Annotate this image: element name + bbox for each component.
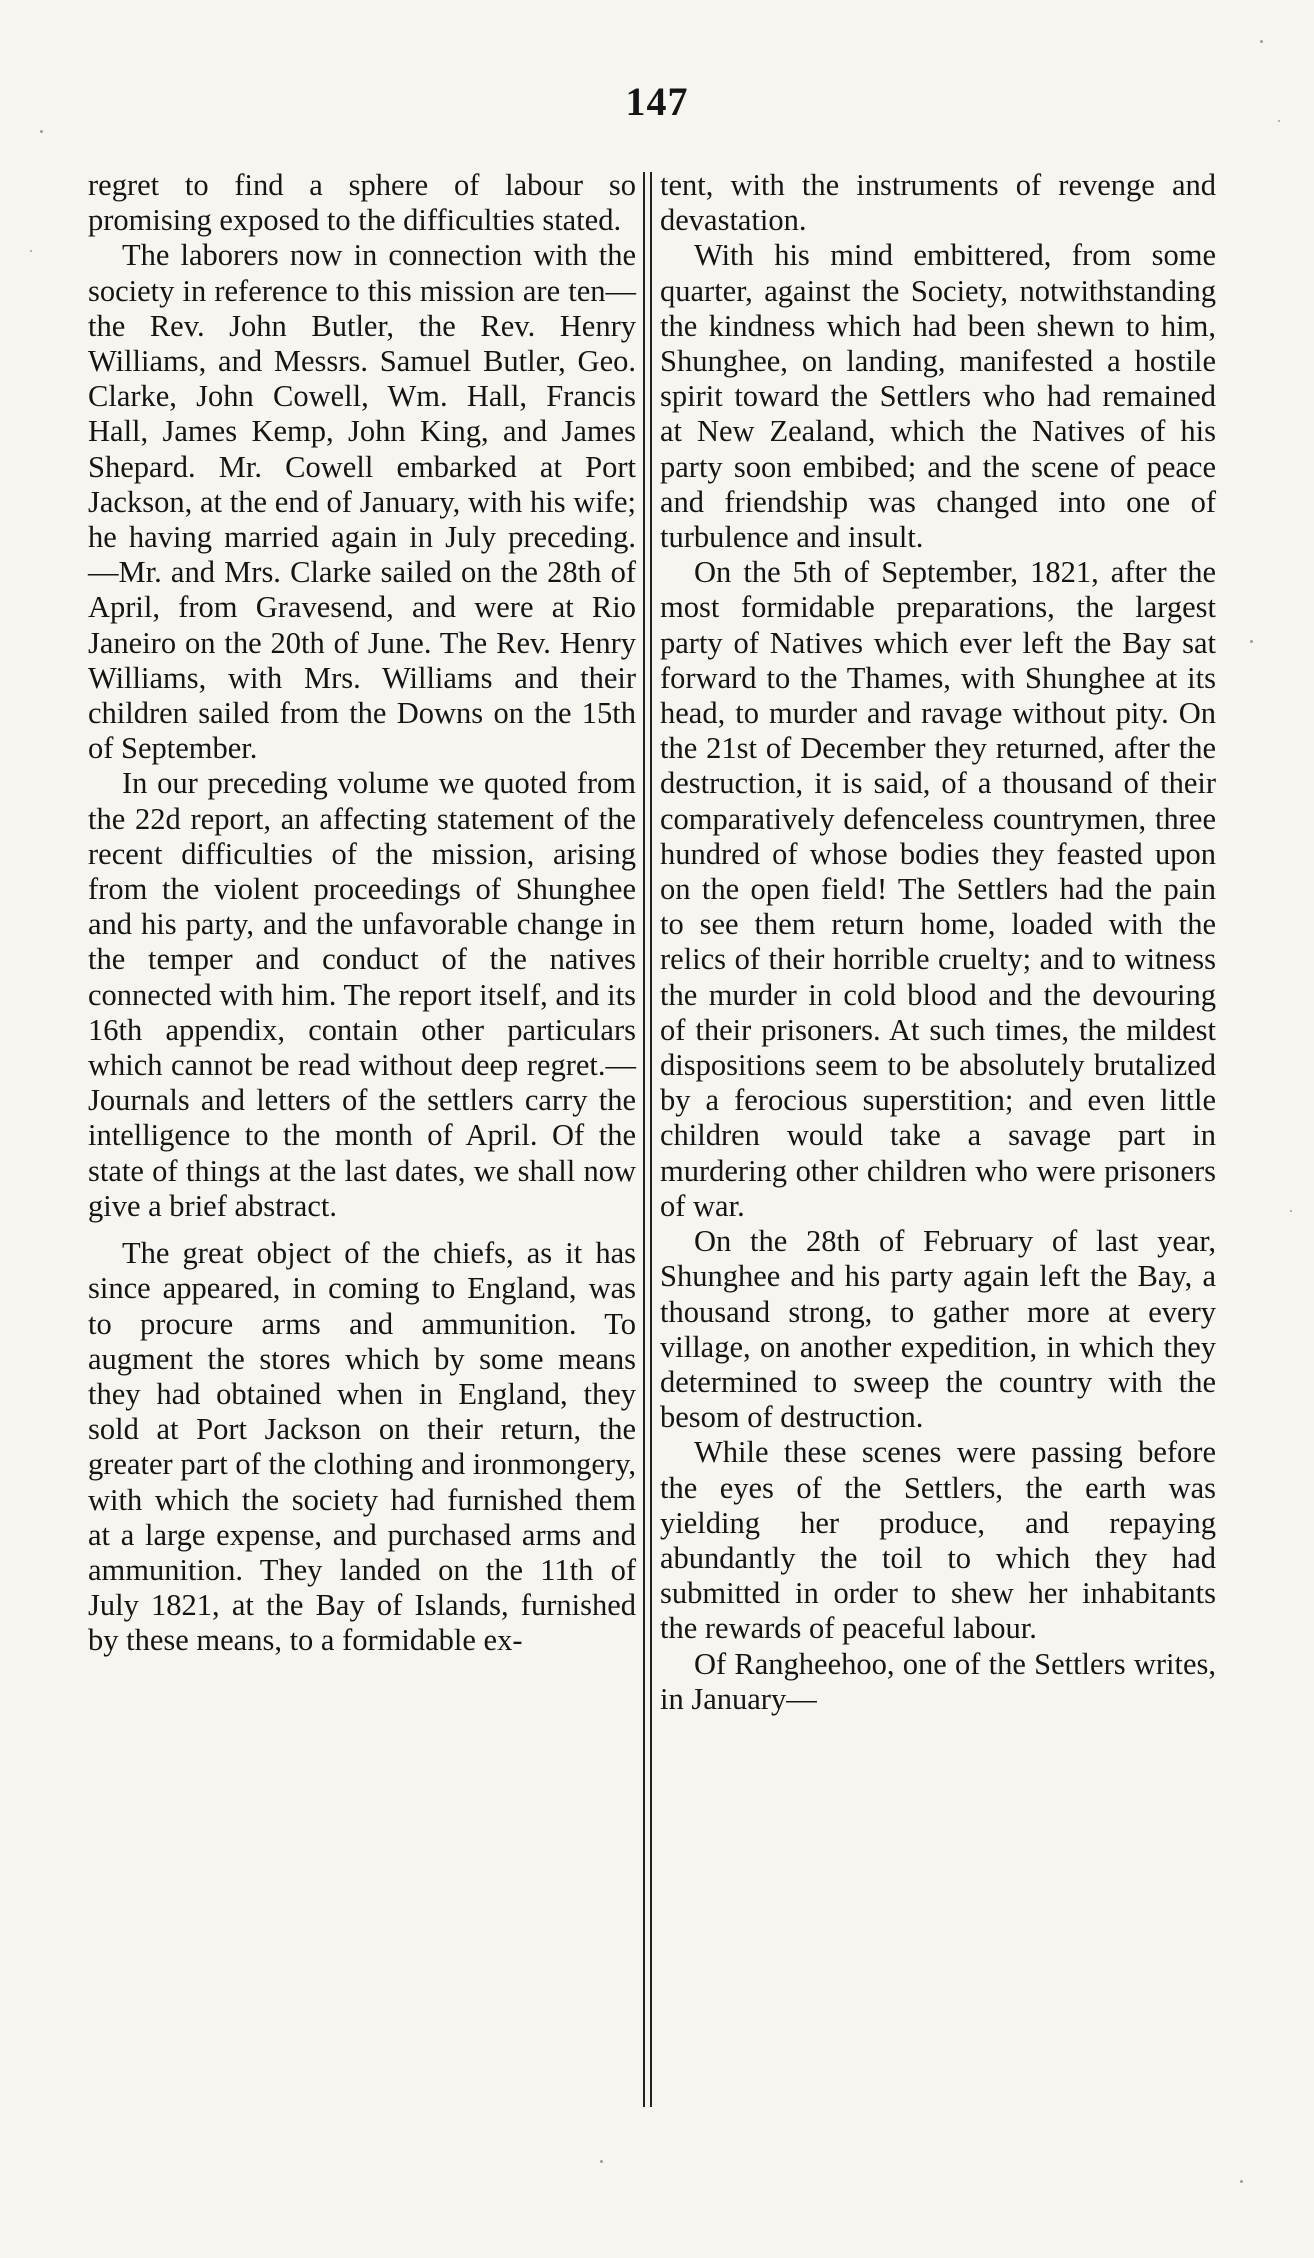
paragraph: With his mind embittered, from some quarter, against the Society, notwithstanding the kindness which had been shewn to him, Shunghee, on landing, manifested a hostile spirit toward the Settlers who had remained at New Zealand, which the Natives of his party soon embibed; and the scene of peace and friendship was changed into one of turbulence and insult.	[660, 238, 1216, 555]
paragraph: tent, with the instruments of revenge and devastation.	[660, 168, 1216, 238]
left-column	[88, 168, 636, 1659]
paragraph: regret to find a sphere of labour so promising exposed to the difficulties stated.	[88, 168, 636, 238]
paragraph: In our preceding volume we quoted from the 22d report, an affecting statement of the recent difficulties of the mission, arising from the violent proceedings of Shunghee and his party, and the unfavorable change in the temper and conduct of the natives connected with him. The report itself, and its 16th appendix, contain other particulars which cannot be read without deep regret.—Journals and letters of the settlers carry the intelligence to the month of April. Of the state of things at the last dates, we shall now give a brief abstract.	[88, 766, 636, 1223]
paragraph: On the 28th of February of last year, Shunghee and his party again left the Bay, a thousand strong, to gather more at every village, on another expedition, in which they determined to sweep the country with the besom of destruction.	[660, 1224, 1216, 1435]
column-divider	[650, 172, 652, 2107]
paragraph: The great object of the chiefs, as it has since appeared, in coming to England, was to procure arms and ammunition. To augment the stores which by some means they had obtained when in England, they sold at Port Jackson on their return, the greater part of the clothing and ironmongery, with which the society had furnished them at a large expense, and purchased arms and ammunition. They landed on the 11th of July 1821, at the Bay of Islands, furnished by these means, to a formidable ex-	[88, 1236, 636, 1658]
right-column	[660, 168, 1216, 1717]
page-number: 147	[625, 79, 689, 124]
paragraph: While these scenes were passing before the eyes of the Settlers, the earth was yielding her produce, and repaying abundantly the toil to which they had submitted in order to shew her inhabitants the rewards of peaceful labour.	[660, 1435, 1216, 1646]
column-divider	[643, 172, 645, 2107]
paragraph: The laborers now in connection with the society in reference to this mission are ten—the Rev. John Butler, the Rev. Henry Williams, and Messrs. Samuel Butler, Geo. Clarke, John Cowell, Wm. Hall, Francis Hall, James Kemp, John King, and James Shepard. Mr. Cowell embarked at Port Jackson, at the end of January, with his wife; he having married again in July preceding.—Mr. and Mrs. Clarke sailed on the 28th of April, from Gravesend, and were at Rio Janeiro on the 20th of June. The Rev. Henry Williams, with Mrs. Williams and their children sailed from the Downs on the 15th of September.	[88, 238, 636, 766]
paragraph: Of Rangheehoo, one of the Settlers writes, in January—	[660, 1646, 1216, 1716]
paragraph: On the 5th of September, 1821, after the most formidable preparations, the largest party of Natives which ever left the Bay sat forward to the Thames, with Shunghee at its head, to murder and ravage without pity. On the 21st of December they returned, after the destruction, it is said, of a thousand of their comparatively defenceless countrymen, three hundred of whose bodies they feasted upon on the open field! The Settlers had the pain to see them return home, loaded with the relics of their horrible cruelty; and to witness the murder in cold blood and the devouring of their prisoners. At such times, the mildest dispositions seem to be absolutely brutalized by a ferocious superstition; and even little children would take a savage part in murdering other children who were prisoners of war.	[660, 555, 1216, 1223]
